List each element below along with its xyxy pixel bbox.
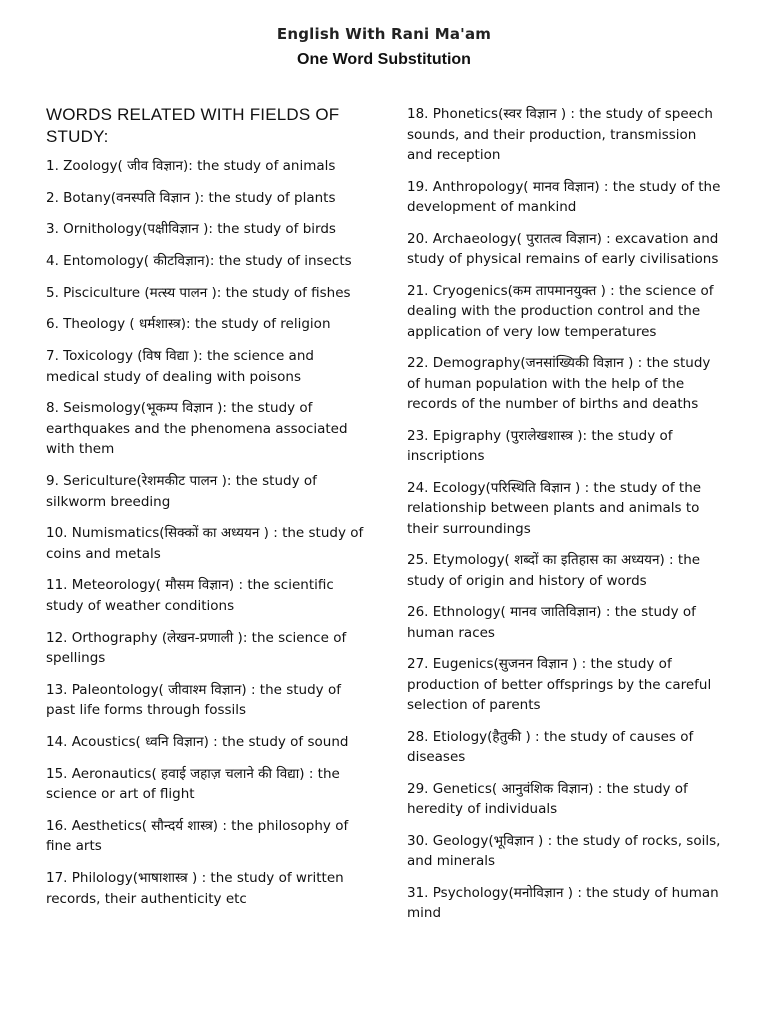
list-item: 15. Aeronautics( हवाई जहाज़ चलाने की विद्या) : the science or art of flight: [46, 765, 340, 803]
list-item: 21. Cryogenics(कम तापमानयुक्त ) : the science of dealing with the production control and the application of very low temperatures: [407, 282, 714, 340]
list-item: 18. Phonetics(स्वर विज्ञान ) : the study of speech sounds, and their production, transmission and reception: [407, 106, 713, 163]
list-item: 16. Aesthetics( सौन्दर्य शास्त्र) : the philosophy of fine arts: [46, 817, 349, 855]
section-heading: WORDS RELATED WITH FIELDS OF STUDY:: [46, 105, 340, 146]
list-item: 7. Toxicology (विष विद्या ): the science and medical study of dealing with poisons: [46, 348, 314, 385]
list-item: 10. Numismatics(सिक्कों का अध्ययन ) : the study of coins and metals: [46, 525, 364, 562]
list-item: 20. Archaeology( पुरातत्व विज्ञान) : excavation and study of physical remains of early civilisations: [407, 230, 719, 267]
list-item: 4. Entomology( कीटविज्ञान): the study of insects: [46, 253, 352, 270]
list-item: 13. Paleontology( जीवाश्म विज्ञान) : the study of past life forms through fossils: [46, 681, 341, 719]
list-item: 3. Ornithology(पक्षीविज्ञान ): the study of birds: [46, 221, 336, 238]
right-column: [407, 104, 725, 935]
list-item: 22. Demography(जनसांख्यिकी विज्ञान ) : the study of human population with the help of the records of the number of births and deaths: [407, 355, 711, 412]
list-item: 28. Etiology(हैतुकी ) : the study of causes of diseases: [407, 728, 694, 765]
list-item: 29. Genetics( आनुवंशिक विज्ञान) : the study of heredity of individuals: [407, 780, 688, 817]
page-header: [0, 24, 768, 70]
list-item: 30. Geology(भूविज्ञान ) : the study of rocks, soils, and minerals: [407, 832, 721, 869]
list-item: 19. Anthropology( मानव विज्ञान) : the study of the development of mankind: [407, 178, 721, 215]
page-title: One Word Substitution: [297, 51, 471, 68]
list-item: 2. Botany(वनस्पति विज्ञान ): the study of plants: [46, 189, 336, 206]
list-item: 25. Etymology( शब्दों का इतिहास का अध्ययन) : the study of origin and history of words: [407, 552, 701, 589]
list-item: 9. Sericulture(रेशमकीट पालन ): the study of silkworm breeding: [46, 473, 317, 510]
list-item: 11. Meteorology( मौसम विज्ञान) : the scientific study of weather conditions: [46, 577, 334, 614]
list-item: 1. Zoology( जीव विज्ञान): the study of animals: [46, 158, 336, 174]
list-item: 5. Pisciculture (मत्स्य पालन ): the study of fishes: [46, 284, 351, 301]
list-item: 27. Eugenics(सुजनन विज्ञान ) : the study of production of better offsprings by the careful selection of parents: [407, 656, 712, 713]
left-column: [46, 104, 368, 920]
list-item: 24. Ecology(परिस्थिति विज्ञान ) : the study of the relationship between plants and animals to their surroundings: [407, 479, 702, 537]
list-item: 17. Philology(भाषाशास्त्र ) : the study of written records, their authenticity etc: [46, 870, 344, 907]
list-item: 12. Orthography (लेखन-प्रणाली ): the science of spellings: [46, 629, 347, 667]
list-item: 23. Epigraphy (पुरालेखशास्त्र ): the study of inscriptions: [407, 427, 673, 464]
list-item: 14. Acoustics( ध्वनि विज्ञान) : the study of sound: [46, 733, 349, 750]
list-item: 31. Psychology(मनोविज्ञान ) : the study of human mind: [407, 884, 719, 921]
list-item: 8. Seismology(भूकम्प विज्ञान ): the study of earthquakes and the phenomena associated with them: [46, 400, 348, 458]
list-item: 26. Ethnology( मानव जातिविज्ञान) : the study of human races: [407, 604, 696, 641]
list-item: 6. Theology ( धर्मशास्त्र): the study of religion: [46, 316, 331, 333]
brand-title: English With Rani Ma'am: [276, 25, 492, 43]
